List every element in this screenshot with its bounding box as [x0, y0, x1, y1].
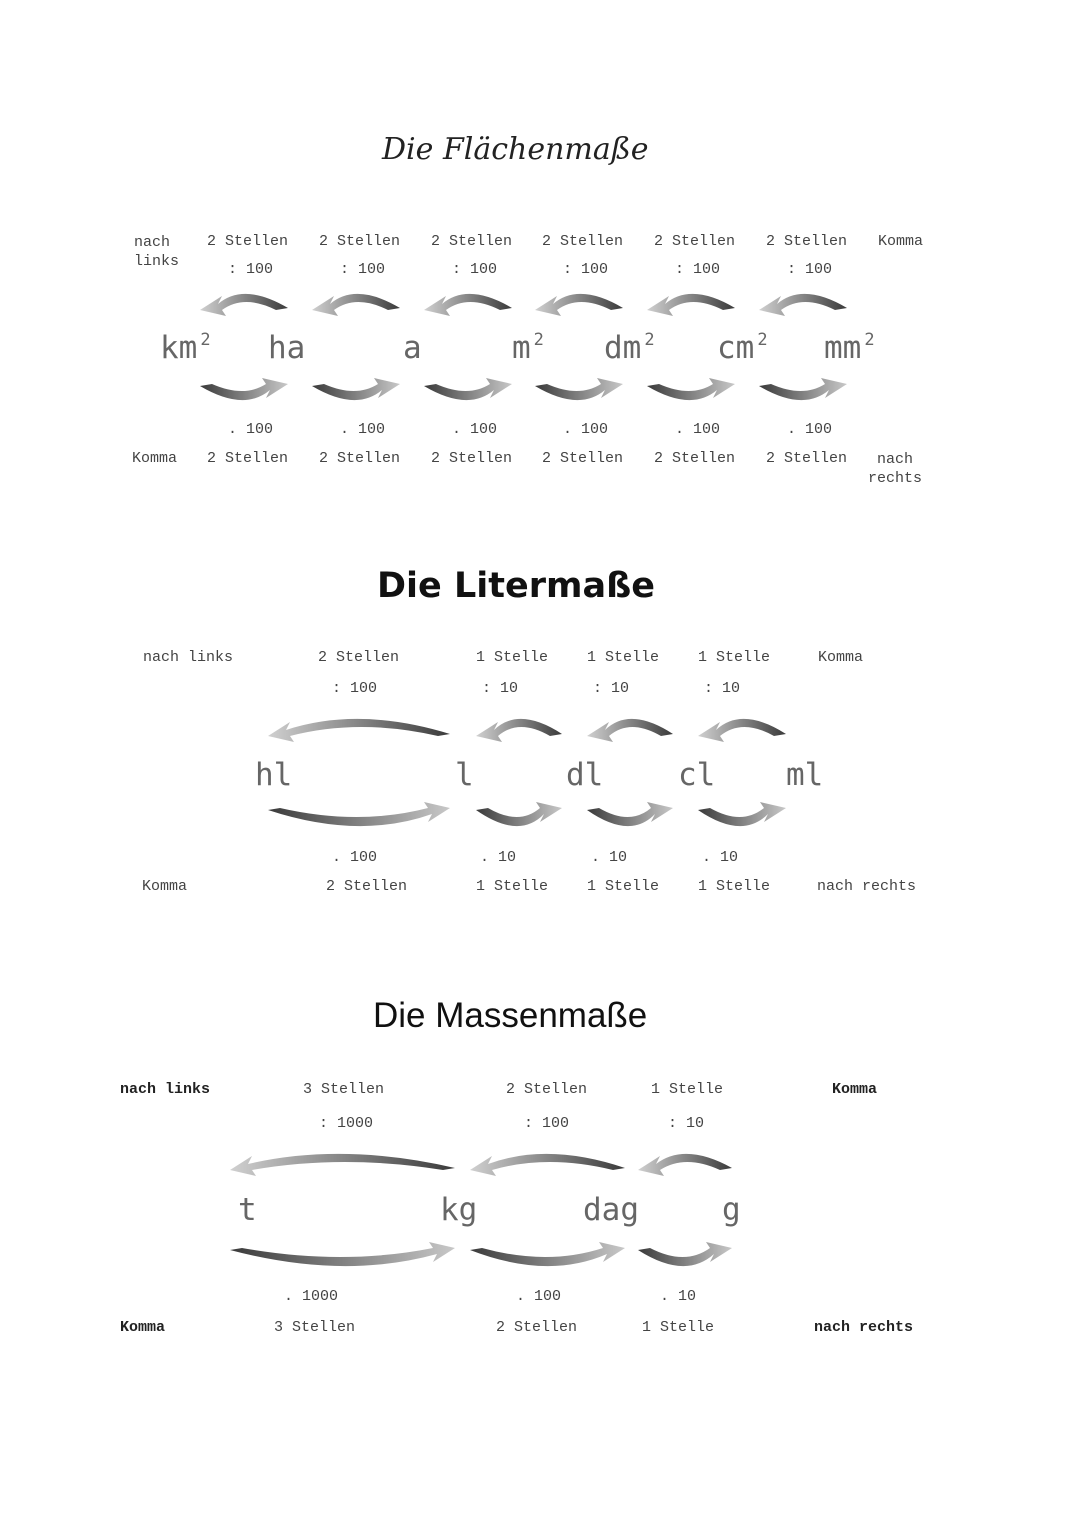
flaeche-komma-bottom: Komma: [132, 450, 178, 467]
flaeche-div-1: : 100: [228, 261, 274, 278]
liter-mul-4: . 10: [702, 849, 739, 866]
masse-stellen-2: 2 Stellen: [506, 1081, 588, 1098]
arrow-left-10: [230, 1154, 455, 1176]
unit-hl: hl: [255, 757, 293, 793]
masse-komma-top: Komma: [832, 1081, 878, 1098]
liter-title: Die Litermaße: [377, 566, 656, 606]
liter-div-4: : 10: [704, 680, 741, 697]
masse-div-1: : 1000: [319, 1115, 374, 1132]
unit-a: a: [403, 330, 422, 366]
liter-mul-2: . 10: [480, 849, 517, 866]
unit-dm2: dm $^2$: [604, 329, 655, 366]
arrow-right-4: [647, 378, 735, 400]
flaeche-bstellen-4: 2 Stellen: [542, 450, 624, 467]
arrow-left-3: [535, 294, 623, 316]
masse-nach-rechts: nach rechts: [814, 1319, 914, 1336]
flaeche-mul-6: . 100: [787, 421, 833, 438]
masse-bstellen-2: 2 Stellen: [496, 1319, 578, 1336]
flaeche-bstellen-6: 2 Stellen: [766, 450, 848, 467]
liter-stellen-2: 1 Stelle: [476, 649, 549, 666]
masse-bstellen-1: 3 Stellen: [274, 1319, 356, 1336]
flaeche-stellen-1: 2 Stellen: [207, 233, 289, 250]
liter-bstellen-3: 1 Stelle: [587, 878, 660, 895]
unit-ml: ml: [786, 757, 824, 793]
liter-stellen-1: 2 Stellen: [318, 649, 400, 666]
arrow-right-11: [470, 1242, 625, 1266]
arrow-right-3: [535, 378, 623, 400]
arrow-right-6: [268, 802, 450, 826]
liter-mul-3: . 10: [591, 849, 628, 866]
masse-komma-bottom: Komma: [120, 1319, 166, 1336]
flaeche-mul-4: . 100: [563, 421, 609, 438]
unit-km2: km $^2$: [160, 329, 211, 366]
liter-stellen-4: 1 Stelle: [698, 649, 771, 666]
unit-cm2: cm $^2$: [717, 329, 768, 366]
arrow-right-0: [200, 378, 288, 400]
unit-t: t: [238, 1192, 257, 1228]
flaeche-div-6: : 100: [787, 261, 833, 278]
unit-cl: cl: [678, 757, 716, 793]
arrow-right-10: [230, 1242, 455, 1266]
arrow-left-8: [587, 719, 673, 742]
masse-bstellen-3: 1 Stelle: [642, 1319, 715, 1336]
flaeche-title: Die Flächenmaße: [382, 132, 649, 167]
flaeche-mul-5: . 100: [675, 421, 721, 438]
masse-stellen-1: 3 Stellen: [303, 1081, 385, 1098]
arrow-left-6: [268, 719, 450, 742]
flaeche-bstellen-1: 2 Stellen: [207, 450, 289, 467]
liter-stellen-3: 1 Stelle: [587, 649, 660, 666]
arrow-right-8: [587, 802, 673, 826]
unit-kg: kg: [440, 1192, 478, 1228]
liter-bstellen-4: 1 Stelle: [698, 878, 771, 895]
flaeche-bstellen-5: 2 Stellen: [654, 450, 736, 467]
masse-div-2: : 100: [524, 1115, 570, 1132]
liter-bstellen-1: 2 Stellen: [326, 878, 408, 895]
masse-mul-3: . 10: [660, 1288, 697, 1305]
flaeche-bstellen-3: 2 Stellen: [431, 450, 513, 467]
flaeche-nach-links: nach links: [134, 234, 180, 270]
unit-dag: dag: [583, 1192, 639, 1228]
masse-mul-2: . 100: [516, 1288, 562, 1305]
masse-div-3: : 10: [668, 1115, 705, 1132]
flaeche-mul-2: . 100: [340, 421, 386, 438]
arrow-right-5: [759, 378, 847, 400]
arrow-left-7: [476, 719, 562, 742]
arrow-left-2: [424, 294, 512, 316]
unit-ha: ha: [268, 330, 306, 366]
flaeche-stellen-3: 2 Stellen: [431, 233, 513, 250]
liter-div-3: : 10: [593, 680, 630, 697]
flaeche-komma-top: Komma: [878, 233, 924, 250]
flaeche-mul-3: . 100: [452, 421, 498, 438]
flaeche-stellen-5: 2 Stellen: [654, 233, 736, 250]
unit-mm2: mm $^2$: [824, 329, 875, 366]
flaeche-nach-rechts: nach rechts: [868, 451, 923, 487]
liter-bstellen-2: 1 Stelle: [476, 878, 549, 895]
arrow-right-12: [638, 1242, 732, 1266]
flaeche-mul-1: . 100: [228, 421, 274, 438]
arrow-left-11: [470, 1154, 625, 1176]
arrow-right-1: [312, 378, 400, 400]
flaeche-stellen-2: 2 Stellen: [319, 233, 401, 250]
masse-stellen-3: 1 Stelle: [651, 1081, 724, 1098]
flaeche-bstellen-2: 2 Stellen: [319, 450, 401, 467]
arrow-left-0: [200, 294, 288, 316]
liter-komma-top: Komma: [818, 649, 864, 666]
arrow-right-2: [424, 378, 512, 400]
unit-dl: dl: [566, 757, 604, 793]
arrow-left-12: [638, 1154, 732, 1176]
arrow-right-7: [476, 802, 562, 826]
flaeche-stellen-4: 2 Stellen: [542, 233, 624, 250]
arrow-left-9: [698, 719, 786, 742]
liter-div-2: : 10: [482, 680, 519, 697]
flaeche-div-2: : 100: [340, 261, 386, 278]
arrow-right-9: [698, 802, 786, 826]
unit-m2: m $^2$: [512, 329, 544, 366]
flaeche-div-3: : 100: [452, 261, 498, 278]
unit-g: g: [722, 1192, 741, 1228]
masse-title: Die Massenmaße: [373, 996, 648, 1035]
liter-nach-links: nach links: [143, 649, 234, 666]
liter-komma-bottom: Komma: [142, 878, 188, 895]
liter-nach-rechts: nach rechts: [817, 878, 917, 895]
arrow-left-4: [647, 294, 735, 316]
liter-div-1: : 100: [332, 680, 378, 697]
masse-nach-links: nach links: [120, 1081, 211, 1098]
liter-mul-1: . 100: [332, 849, 378, 866]
flaeche-div-4: : 100: [563, 261, 609, 278]
arrow-left-5: [759, 294, 847, 316]
arrow-left-1: [312, 294, 400, 316]
unit-l: l: [455, 757, 474, 793]
flaeche-stellen-6: 2 Stellen: [766, 233, 848, 250]
flaeche-div-5: : 100: [675, 261, 721, 278]
masse-mul-1: . 1000: [284, 1288, 339, 1305]
